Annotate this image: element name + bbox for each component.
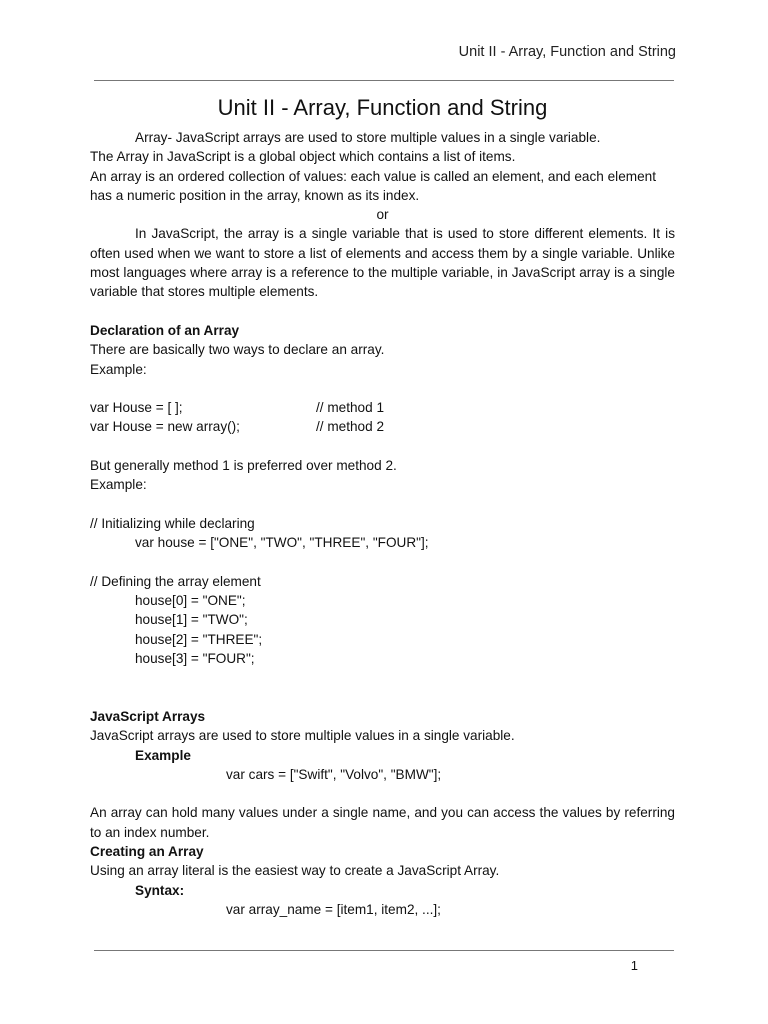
define-line: house[3] = "FOUR"; [135,651,255,667]
define-line: house[1] = "TWO"; [135,612,248,628]
intro-paragraph-3: An array is an ordered collection of values: each value is called an element, and each element has a numeric position in the array, known as its index. [90,168,656,203]
method-code: var House = [ ]; [90,400,183,416]
js-arrays-example-label: Example [135,747,191,763]
syntax-code: var array_name = [item1, item2, ...]; [226,901,441,917]
define-line: house[0] = "ONE"; [135,593,246,609]
running-header: Unit II - Array, Function and String [458,44,676,60]
preferred-text: But generally method 1 is preferred over method 2. [90,458,397,474]
creating-text: Using an array literal is the easiest way to create a JavaScript Array. [90,863,500,879]
method-comment: // method 2 [316,419,385,435]
page-title: Unit II - Array, Function and String [217,95,548,120]
declaration-heading: Declaration of an Array [90,322,240,338]
intro-paragraph-4: In JavaScript, the array is a single variable that is used to store different elements. It is often used when we want to store a list of elements and access them by a single variable. Unlike most languages where array is a reference to the multiple variable, in JavaScript array is a single variable that stores multiple elements. [90,226,675,300]
declaration-example-label-2: Example: [90,477,147,493]
creating-heading: Creating an Array [90,843,204,859]
method-line [90,398,675,417]
init-code: var house = ["ONE", "TWO", "THREE", "FOUR"]; [135,535,429,551]
declaration-text: There are basically two ways to declare an array. [90,342,385,358]
header-rule [94,80,674,81]
intro-paragraph-2: The Array in JavaScript is a global object which contains a list of items. [90,149,516,165]
declaration-example-label: Example: [90,361,147,377]
page-number: 1 [630,958,638,973]
or-separator: or [376,207,389,223]
method-code: var House = new array(); [90,419,240,435]
method-line [90,417,675,436]
define-line: house[2] = "THREE"; [135,631,263,647]
js-arrays-text: JavaScript arrays are used to store multiple values in a single variable. [90,728,515,744]
intro-paragraph-1: Array- JavaScript arrays are used to store multiple values in a single variable. [135,130,601,145]
js-arrays-heading: JavaScript Arrays [90,708,206,724]
footer-rule [94,950,674,951]
method-comment: // method 1 [316,400,385,416]
define-comment: // Defining the array element [90,573,261,589]
js-arrays-example-code: var cars = ["Swift", "Volvo", "BMW"]; [226,766,442,782]
syntax-label: Syntax: [135,882,185,898]
js-arrays-text-2: An array can hold many values under a single name, and you can access the values by referring to an index number. [90,805,675,840]
init-comment: // Initializing while declaring [90,515,255,531]
page-content [90,94,675,919]
